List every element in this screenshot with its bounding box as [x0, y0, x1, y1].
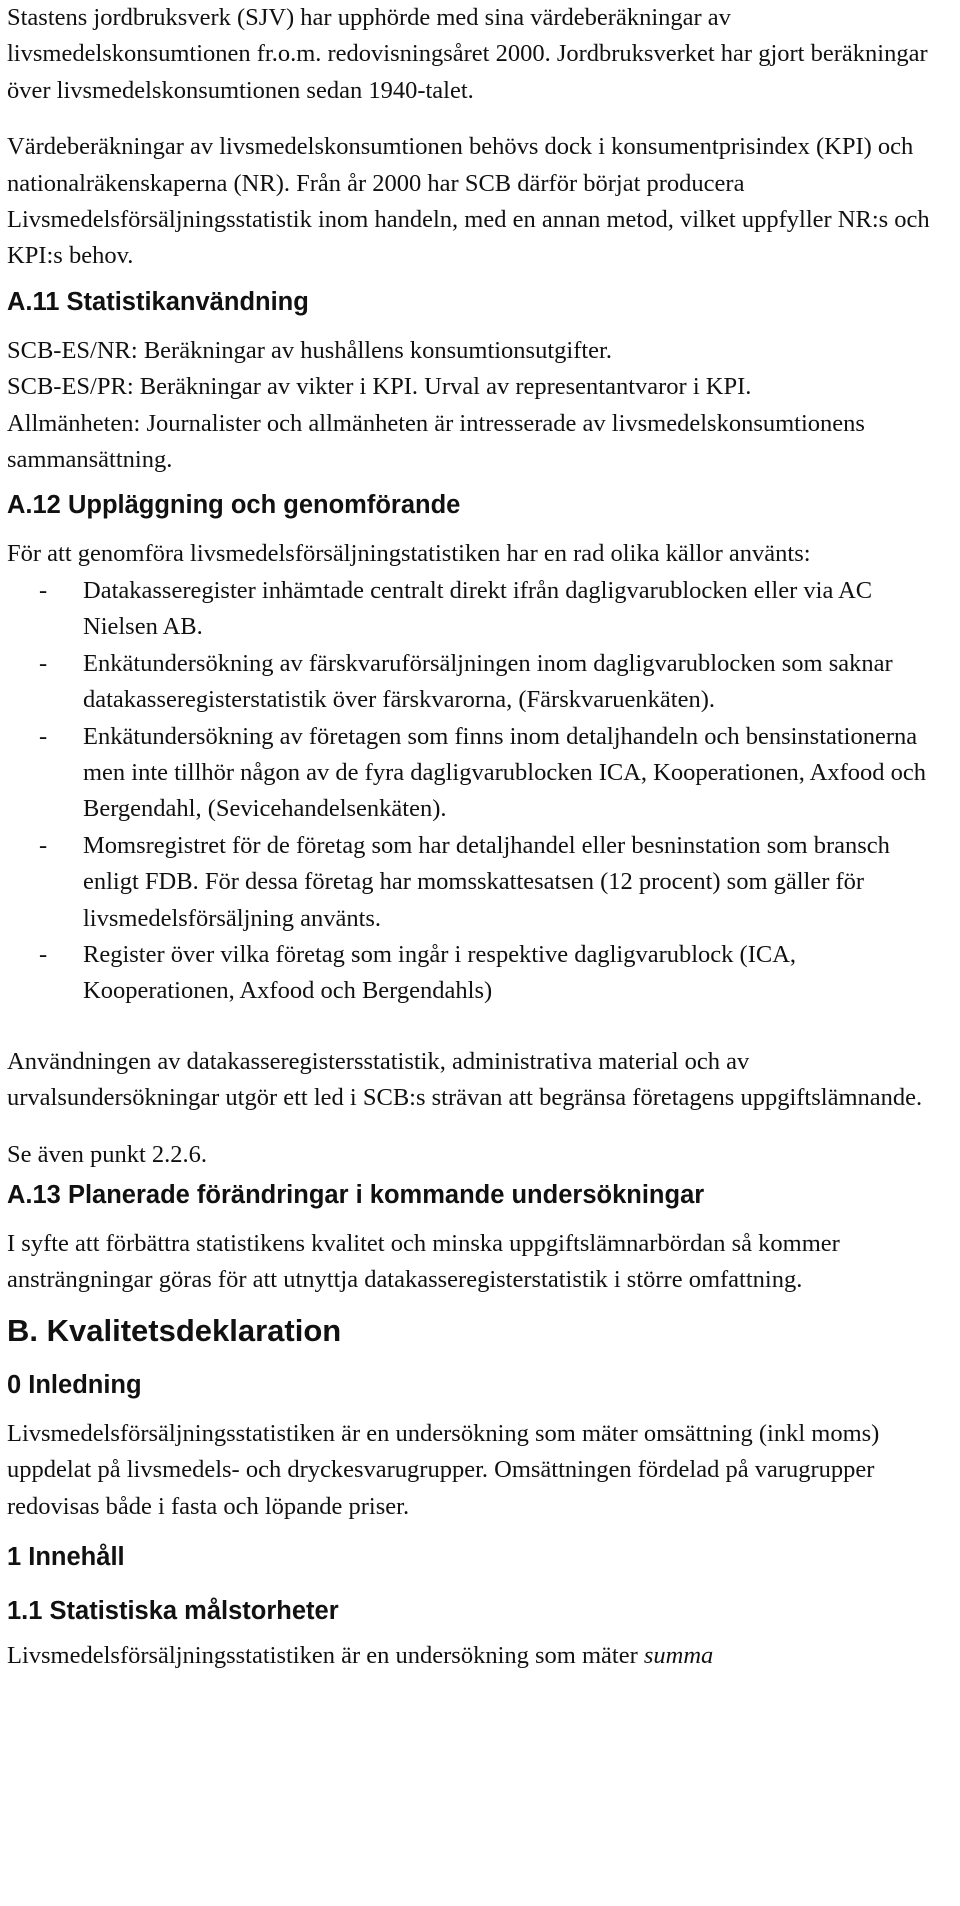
list-item: [7, 719, 947, 828]
a13-paragraph: I syfte att förbättra statistikens kvalitet och minska uppgiftslämnarbördan så kommer ansträngningar göras för att utnyttja datakasseregisterstatistik i större omfattning.: [7, 1229, 840, 1294]
a11-line: SCB-ES/PR: Beräkningar av vikter i KPI. Urval av representantvaror i KPI.: [7, 373, 752, 401]
section-0-paragraph: Livsmedelsförsäljningsstatistiken är en undersökning som mäter omsättning (inkl moms) uppdelat på livsmedels- och dryckesvarugrupper. Omsättningen fördelad på varugrupper redovisas både i fasta och löpande priser.: [7, 1419, 880, 1520]
a12-intro: För att genomföra livsmedelsförsäljningstatistiken har en rad olika källor använts:: [7, 540, 811, 568]
list-item-text: Momsregistret för de företag som har detaljhandel eller besninstation som bransch enligt FDB. För dessa företag har momsskattesatsen (12 procent) som gäller för livsmedelsförsäljning använts.: [83, 831, 890, 932]
section-heading-a11: A.11 Statistikanvändning: [7, 287, 309, 316]
list-item-text: Enkätundersökning av företagen som finns inom detaljhandeln och bensinstationerna men inte tillhör någon av de fyra dagligvarublocken ICA, Kooperationen, Axfood och Bergendahl, (Sevicehandelsenkäten).: [83, 722, 926, 823]
a11-line: Allmänheten: Journalister och allmänheten är intresserade av livsmedelskonsumtionens sammansättning.: [7, 409, 865, 474]
section-heading-a12: A.12 Uppläggning och genomförande: [7, 491, 461, 520]
document-page: [7, 0, 947, 1674]
section-heading-1-1: 1.1 Statistiska målstorheter: [7, 1597, 339, 1625]
list-item-text: Register över vilka företag som ingår i respektive dagligvarublock (ICA, Kooperationen, Axfood och Bergendahls): [83, 940, 797, 1005]
list-item: [7, 573, 947, 646]
list-item-text: Datakasseregister inhämtade centralt direkt ifrån dagligvarublocken eller via AC Nielsen AB.: [83, 576, 873, 641]
list-item: [7, 828, 947, 937]
section-1-1-paragraph: [7, 1638, 947, 1674]
intro-paragraph-2: Värdeberäkningar av livsmedelskonsumtionen behövs dock i konsumentprisindex (KPI) och nationalräkenskaperna (NR). Från år 2000 har SCB därför börjat producera Livsmedelsförsäljningsstatistik inom handeln, med en annan metod, vilket uppfyller NR:s och KPI:s behov.: [7, 133, 930, 270]
dash-marker: -: [39, 649, 48, 677]
a12-see-also: Se även punkt 2.2.6.: [7, 1140, 208, 1168]
dash-marker: -: [39, 831, 48, 859]
a11-usage-list: [7, 333, 947, 479]
section-heading-b: B. Kvalitetsdeklaration: [7, 1312, 342, 1348]
dash-marker: -: [39, 722, 48, 750]
a11-line: SCB-ES/NR: Beräkningar av hushållens konsumtionsutgifter.: [7, 336, 612, 364]
section-heading-0: 0 Inledning: [7, 1370, 142, 1399]
dash-marker: -: [39, 576, 48, 604]
list-item: [7, 937, 947, 1010]
list-item-text: Enkätundersökning av färskvaruförsäljningen inom dagligvarublocken som saknar datakasseregisterstatistik över färskvarorna, (Färskvaruenkäten).: [83, 649, 893, 714]
a12-usage-paragraph: Användningen av datakasseregistersstatistik, administrativa material och av urvalsundersökningar utgör ett led i SCB:s strävan att begränsa företagens uppgiftslämnande.: [7, 1047, 923, 1112]
section-heading-a13: A.13 Planerade förändringar i kommande undersökningar: [7, 1180, 705, 1209]
a12-source-list: [7, 573, 947, 1010]
section-1-1-emphasis: summa: [643, 1642, 714, 1669]
section-heading-1: 1 Innehåll: [7, 1543, 125, 1571]
dash-marker: -: [39, 940, 48, 968]
section-1-1-text: Livsmedelsförsäljningsstatistiken är en undersökning som mäter: [7, 1642, 644, 1669]
list-item: [7, 646, 947, 719]
intro-paragraph-1: Stastens jordbruksverk (SJV) har upphörde med sina värdeberäkningar av livsmedelskonsumtionen fr.o.m. redovisningsåret 2000. Jordbruksverket har gjort beräkningar över livsmedelskonsumtionen sedan 1940-talet.: [7, 4, 928, 104]
